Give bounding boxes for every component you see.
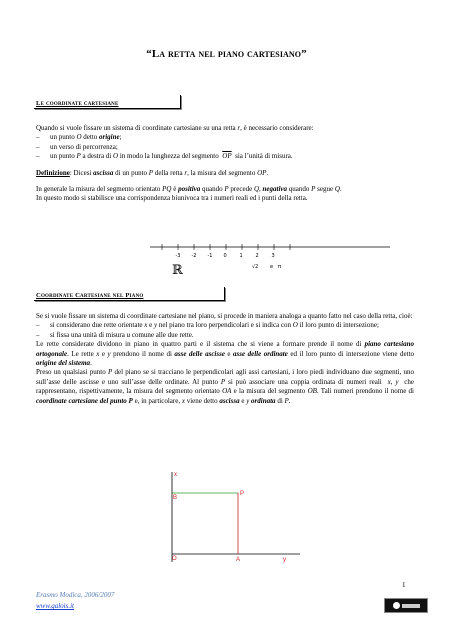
- cc-bar-icon: [402, 604, 420, 608]
- section-frame: [34, 287, 225, 301]
- section2-body: [36, 312, 414, 406]
- point-label-O: O: [172, 556, 177, 562]
- list-item: – si fissa una unità di misura u comune alle due rette.: [36, 331, 414, 340]
- real-numbers-symbol: ℝ: [172, 263, 183, 278]
- number-line-tick-label: 3: [271, 253, 275, 259]
- sqrt2-label: √2: [252, 264, 259, 270]
- footer-link[interactable]: www.galois.it: [36, 602, 74, 610]
- point-label-P: P: [240, 491, 245, 497]
- section1-intro: Quando si vuole fissare un sistema di coordinate cartesiane su una retta r, è necessario considerare:: [36, 124, 314, 132]
- number-line-figure: [150, 238, 410, 288]
- cc-circle-icon: [393, 602, 400, 609]
- definition: Definizione: Dicesi ascissa di un punto P della retta r, la misura del segmento OP.: [36, 168, 269, 177]
- section1-para2: In generale la misura del segmento orientato PQ è positiva quando P precede Q, negativa quando P segue Q.: [36, 185, 342, 194]
- page-title: “La retta nel piano cartesiano”: [146, 48, 307, 60]
- number-line-tick-label: 1: [239, 253, 243, 259]
- pi-label: π: [278, 264, 282, 270]
- list-item: – si considerano due rette orientate x e y nel piano tra loro perpendicolari e si indica con O il loro punto di intersezione;: [36, 321, 414, 330]
- list-item: – un punto O detto origine;: [36, 133, 414, 142]
- list-item: – un verso di percorrenza;: [36, 143, 414, 152]
- section2-para1: Se si vuole fissare un sistema di coordinate cartesiane nel piano, si procede in maniera analoga a quanto fatto nel caso della retta, cioè:: [36, 312, 413, 320]
- point-label-B: B: [173, 495, 178, 501]
- axis-label-x: x: [174, 472, 177, 478]
- footer-author: Erasmo Modica, 2006/2007: [36, 591, 115, 599]
- cartesian-plane-diagram: [150, 462, 310, 582]
- axis-label-y: y: [283, 557, 286, 563]
- section-heading-coordinate-piano: Coordinate Cartesiane nel Piano: [36, 292, 144, 299]
- point-label-A: A: [236, 557, 241, 563]
- number-line-tick-label: 0: [223, 253, 227, 259]
- section-frame: [34, 95, 181, 109]
- page-number: 1: [402, 581, 406, 589]
- number-line-tick-label: -1: [207, 253, 213, 259]
- e-label: e: [270, 264, 274, 270]
- section-heading-coordinate-cartesiane: Le coordinate cartesiane: [36, 100, 119, 107]
- number-line-tick-label: -2: [191, 253, 197, 259]
- section1-body: [36, 124, 414, 204]
- section2-para3: Preso un qualsiasi punto P del piano se si tracciano le perpendicolari agli assi cartesiani, i loro piedi individuano due segmenti, uno sull’asse delle ascisse e uno sull’asse delle ordinate. Al punto P si può associare una coppia ordinata di numeri reali x, y che rappresentano, rispettivamente, la misura del segmento orientato OA e la misura del segmento OB. Tali numeri prendono il nome di coordinate cartesiane del punto P e, in particolare, x viene detto ascissa e y ordinata di P.: [36, 368, 415, 405]
- footer: [36, 590, 114, 612]
- list-item: – un punto P a destra di O in modo la lunghezza del segmento $\overline{OP}$ sia l’unità di misura.: [36, 152, 414, 161]
- section1-para3: In questo modo si stabilisce una corrispondenza biunivoca tra i numeri reali ed i punti della retta.: [36, 194, 308, 203]
- number-line-tick-label: 2: [255, 253, 259, 259]
- section2-para2: Le rette considerate dividono in piano in quattro parti e il sistema che si viene a formare prende il nome di piano cartesiano ortogonale. Le rette x e y prendono il nome di asse delle ascisse e asse delle ordinate ed il loro punto di intersezione viene detto origine del sistema.: [36, 340, 415, 368]
- creative-commons-icon[interactable]: [384, 598, 428, 613]
- number-line-tick-label: -3: [175, 253, 181, 259]
